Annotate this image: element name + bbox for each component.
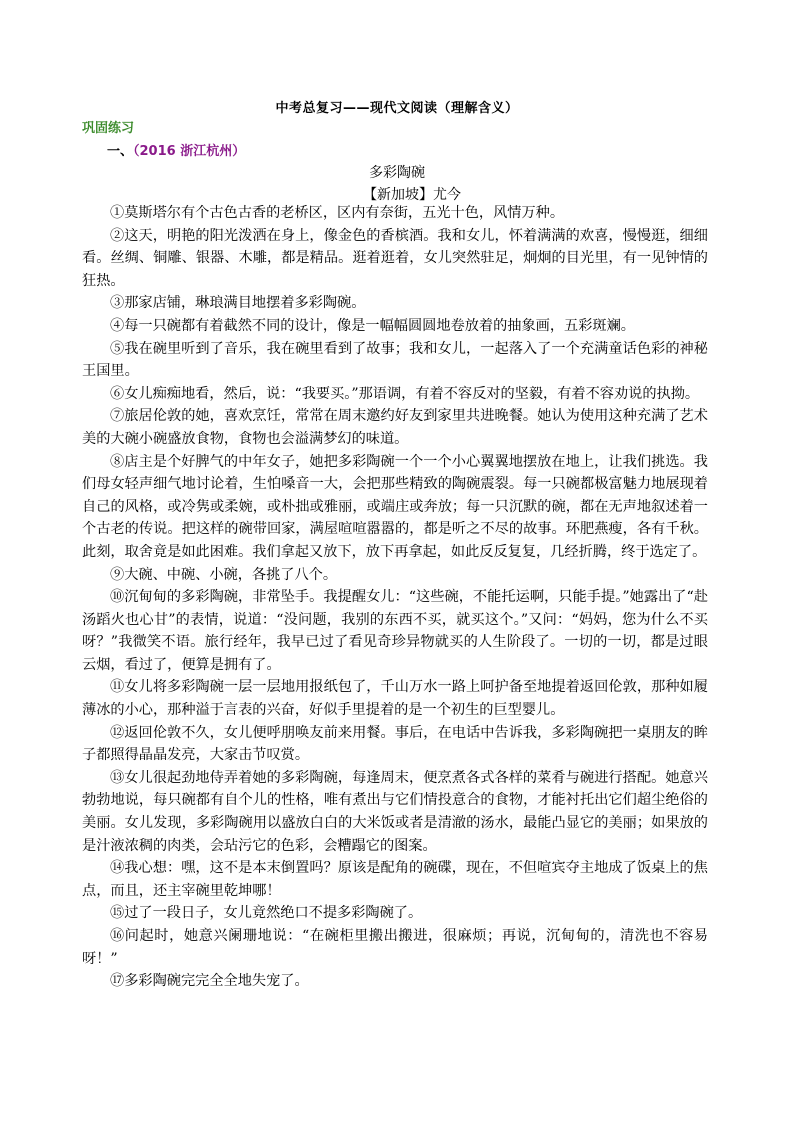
page-title: 中考总复习——现代文阅读（理解含义）: [275, 101, 519, 116]
question-heading: [107, 140, 245, 159]
paragraph-8: ⑧店主是个好脾气的中年女子，她把多彩陶碗一个一个小心翼翼地摆放在地上，让我们挑选。我们母女轻声细气地讨论着，生怕嗓音一大，会把那些精致的陶碗震裂。每一只碗都极富魅力地展现着自己的风格，或冷隽或柔婉，或朴拙或雅丽，或端庄或奔放；每一只沉默的碗，都在无声地叙述着一个古老的传说。把这样的碗带回家，满屋喧喧嚣嚣的，都是听之不尽的故事。环肥燕瘦，各有千秋。此刻，取舍竟是如此困难。我们拿起又放下，放下再拿起，如此反反复复，几经折腾，终于选定了。: [82, 453, 708, 560]
story-body: [82, 202, 708, 993]
paragraph-6: ⑥女儿痴痴地看，然后，说：“我要买。”那语调，有着不容反对的坚毅，有着不容劝说的执拗。: [110, 385, 700, 402]
question-source: （2016 浙江杭州）: [133, 144, 246, 159]
paragraph-1: ①莫斯塔尔有个古色古香的老桥区，区内有奈街，五光十色，风情万种。: [110, 205, 565, 221]
paragraph-5: ⑤我在碗里听到了音乐，我在碗里看到了故事；我和女儿，一起落入了一个充满童话色彩的神秘王国里。: [82, 340, 708, 380]
section-heading: 巩固练习: [82, 121, 135, 136]
question-number: 一、: [107, 144, 134, 159]
paragraph-2: ②这天，明艳的阳光泼洒在身上，像金色的香槟酒。我和女儿，怀着满满的欢喜，慢慢逛，细细看。丝绸、铜雕、银器、木雕，都是精品。逛着逛着，女儿突然驻足，炯炯的目光里，有一见钟情的狂热。: [82, 227, 708, 289]
story-title: 多彩陶碗: [369, 165, 425, 181]
story-byline: 【新加坡】尤今: [363, 187, 461, 203]
paragraph-4: ④每一只碗都有着截然不同的设计，像是一幅幅圆圆地卷放着的抽象画，五彩斑斓。: [110, 317, 635, 334]
paragraph-16: ⑯问起时，她意兴阑珊地说：“在碗柜里搬出搬进，很麻烦；再说，沉甸甸的，清洗也不容易呀！”: [82, 928, 708, 967]
paragraph-7: ⑦旅居伦敦的她，喜欢烹饪，常常在周末邀约好友到家里共进晚餐。她认为使用这种充满了艺术美的大碗小碗盛放食物，食物也会溢满梦幻的味道。: [82, 408, 708, 447]
paragraph-15: ⑮过了一段日子，女儿竟然绝口不提多彩陶碗了。: [110, 905, 423, 922]
paragraph-11: ⑪女儿将多彩陶碗一层一层地用报纸包了，千山万水一路上呵护备至地提着返回伦敦，那种如履薄冰的小心，那种溢于言表的兴奋，好似手里提着的是一个初生的巨型婴儿。: [82, 679, 708, 719]
paragraph-13: ⑬女儿很起劲地侍弄着她的多彩陶碗，每逢周末，便烹煮各式各样的菜肴与碗进行搭配。她意兴勃勃地说，每只碗都有自个儿的性格，唯有煮出与它们情投意合的食物，才能衬托出它们超尘绝俗的美丽。女儿发现，多彩陶碗用以盛放白白的大米饭或者是清澈的汤水，最能凸显它的美丽；如果放的是汁液浓稠的肉类，会玷污它的色彩，会糟蹋它的图案。: [82, 769, 708, 854]
paragraph-10: ⑩沉甸甸的多彩陶碗，非常坠手。我提醒女儿：“这些碗，不能托运啊，只能手提。”她露出了“赴汤蹈火也心甘”的表情，说道：“没问题，我别的东西不买，就买这个。”又问：“妈妈，您为什么不买呀？”我微笑不语。旅行经年，我早已过了看见奇珍异物就买的人生阶段了。一切的一切，都是过眼云烟，看过了，便算是拥有了。: [82, 589, 708, 673]
paragraph-9: ⑨大碗、中碗、小碗，各挑了八个。: [110, 566, 338, 583]
paragraph-17: ⑰多彩陶碗完完全全地失宠了。: [110, 973, 309, 990]
paragraph-3: ③那家店铺，琳琅满目地摆着多彩陶碗。: [110, 295, 366, 312]
paragraph-14: ⑭我心想：嘿，这不是本末倒置吗？原该是配角的碗碟，现在，不但喧宾夺主地成了饭桌上的焦点，而且，还主宰碗里乾坤哪！: [82, 860, 708, 899]
paragraph-12: ⑫返回伦敦不久，女儿便呼朋唤友前来用餐。事后，在电话中告诉我，多彩陶碗把一桌朋友的眸子都照得晶晶发亮，大家击节叹赏。: [82, 724, 708, 764]
